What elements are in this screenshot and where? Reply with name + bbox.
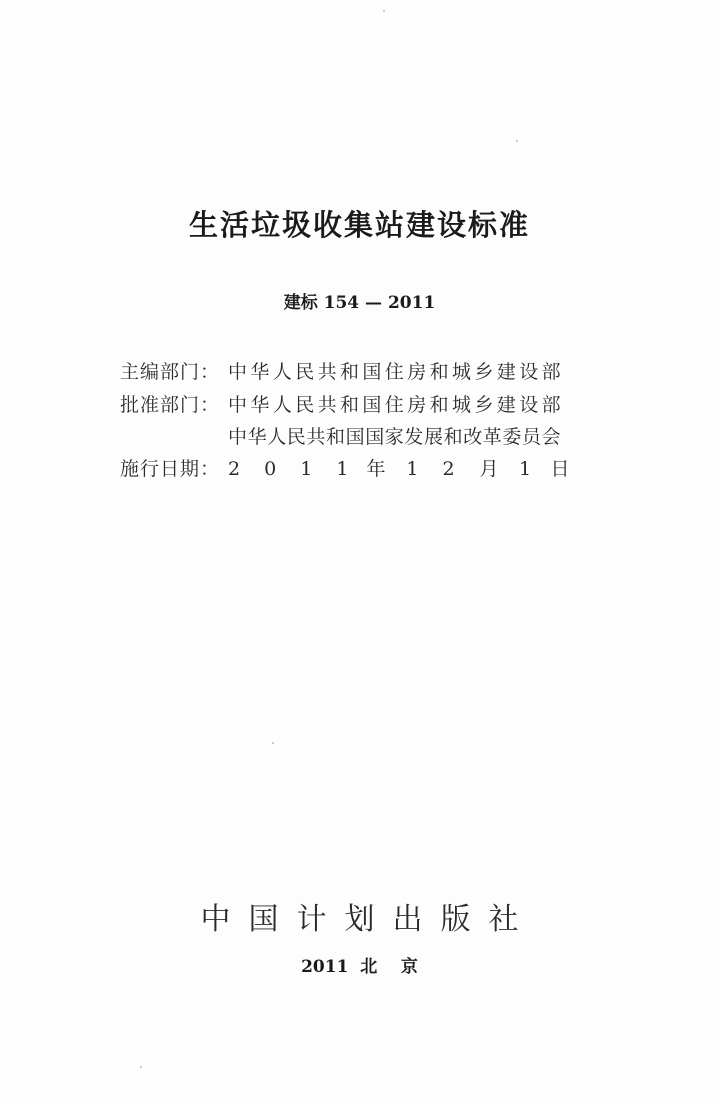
approver-row-2 — [120, 424, 561, 450]
date-year-unit: 年 — [366, 458, 386, 480]
date-month-unit: 月 — [479, 458, 499, 480]
editor-label: 主编部门： — [120, 361, 221, 383]
standard-code: 建标 154 — 2011 — [283, 293, 436, 313]
approver-value-2: 中华人民共和国国家发展和改革委员会 — [228, 426, 562, 448]
publisher-name: 中国计划出版社 — [200, 902, 537, 937]
effective-date — [228, 456, 570, 482]
scan-speck — [272, 742, 274, 744]
scan-speck — [516, 140, 518, 142]
approver-label: 批准部门： — [120, 394, 221, 416]
date-day-unit: 日 — [550, 458, 570, 480]
date-day: 1 — [518, 458, 532, 480]
publication-place: 2011 北 京 — [301, 957, 418, 977]
approver-row — [120, 392, 564, 418]
scan-speck — [383, 10, 385, 12]
effective-label: 施行日期： — [120, 458, 221, 480]
editor-value: 中华人民共和国住房和城乡建设部 — [228, 361, 565, 383]
approver-value-1: 中华人民共和国住房和城乡建设部 — [228, 394, 565, 416]
editor-row — [120, 359, 564, 385]
document-title: 生活垃圾收集站建设标准 — [188, 208, 530, 242]
date-year: 2 0 1 1 — [228, 458, 358, 480]
date-month: 1 2 — [406, 458, 464, 480]
scan-speck — [140, 1066, 142, 1068]
effective-date-row — [120, 456, 570, 482]
